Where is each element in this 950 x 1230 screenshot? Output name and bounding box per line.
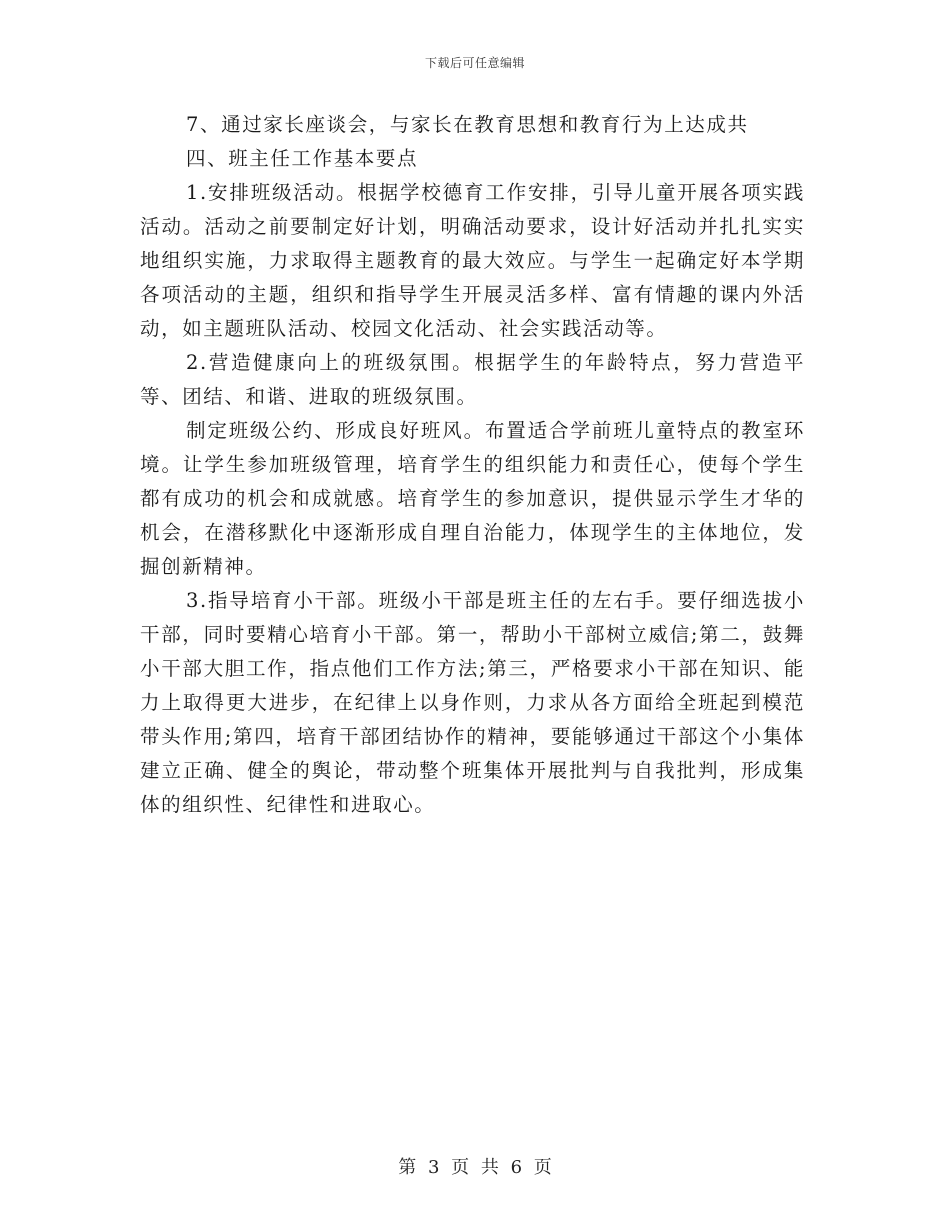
document-body bbox=[140, 108, 805, 822]
paragraph-class-atmosphere: 2.营造健康向上的班级氛围。根据学生的年龄特点，努力营造平等、团结、和谐、进取的班级氛围。 bbox=[140, 351, 805, 408]
paragraph-class-activities: 1.安排班级活动。根据学校德育工作安排，引导儿童开展各项实践活动。活动之前要制定好计划，明确活动要求，设计好活动并扎扎实实地组织实施，力求取得主题教育的最大效应。与学生一起确定好本学期各项活动的主题，组织和指导学生开展灵活多样、富有情趣的课内外活动，如主题班队活动、校园文化活动、社会实践活动等。 bbox=[140, 181, 805, 340]
section-heading: 四、班主任工作基本要点 bbox=[186, 147, 419, 170]
paragraph-item-7: 7、通过家长座谈会，与家长在教育思想和教育行为上达成共 bbox=[186, 113, 749, 136]
page-header: 下载后可任意编辑 bbox=[424, 56, 525, 70]
paragraph-class-cadres: 3.指导培育小干部。班级小干部是班主任的左右手。要仔细选拔小干部，同时要精心培育小干部。第一，帮助小干部树立威信;第二，鼓舞小干部大胆工作，指点他们工作方法;第三，严格要求小干部在知识、能力上取得更大进步，在纪律上以身作则，力求从各方面给全班起到模范带头作用;第四，培育干部团结协作的精神，要能够通过干部这个小集体建立正确、健全的舆论，带动整个班集体开展批判与自我批判，形成集体的组织性、纪律性和进取心。 bbox=[140, 589, 805, 816]
paragraph-class-rules: 制定班级公约、形成良好班风。布置适合学前班儿童特点的教室环境。让学生参加班级管理，培育学生的组织能力和责任心，使每个学生都有成功的机会和成就感。培育学生的参加意识，提供显示学生才华的机会，在潜移默化中逐渐形成自理自治能力，体现学生的主体地位，发掘创新精神。 bbox=[140, 419, 805, 578]
page-number: 第 3 页 共 6 页 bbox=[398, 1157, 552, 1178]
